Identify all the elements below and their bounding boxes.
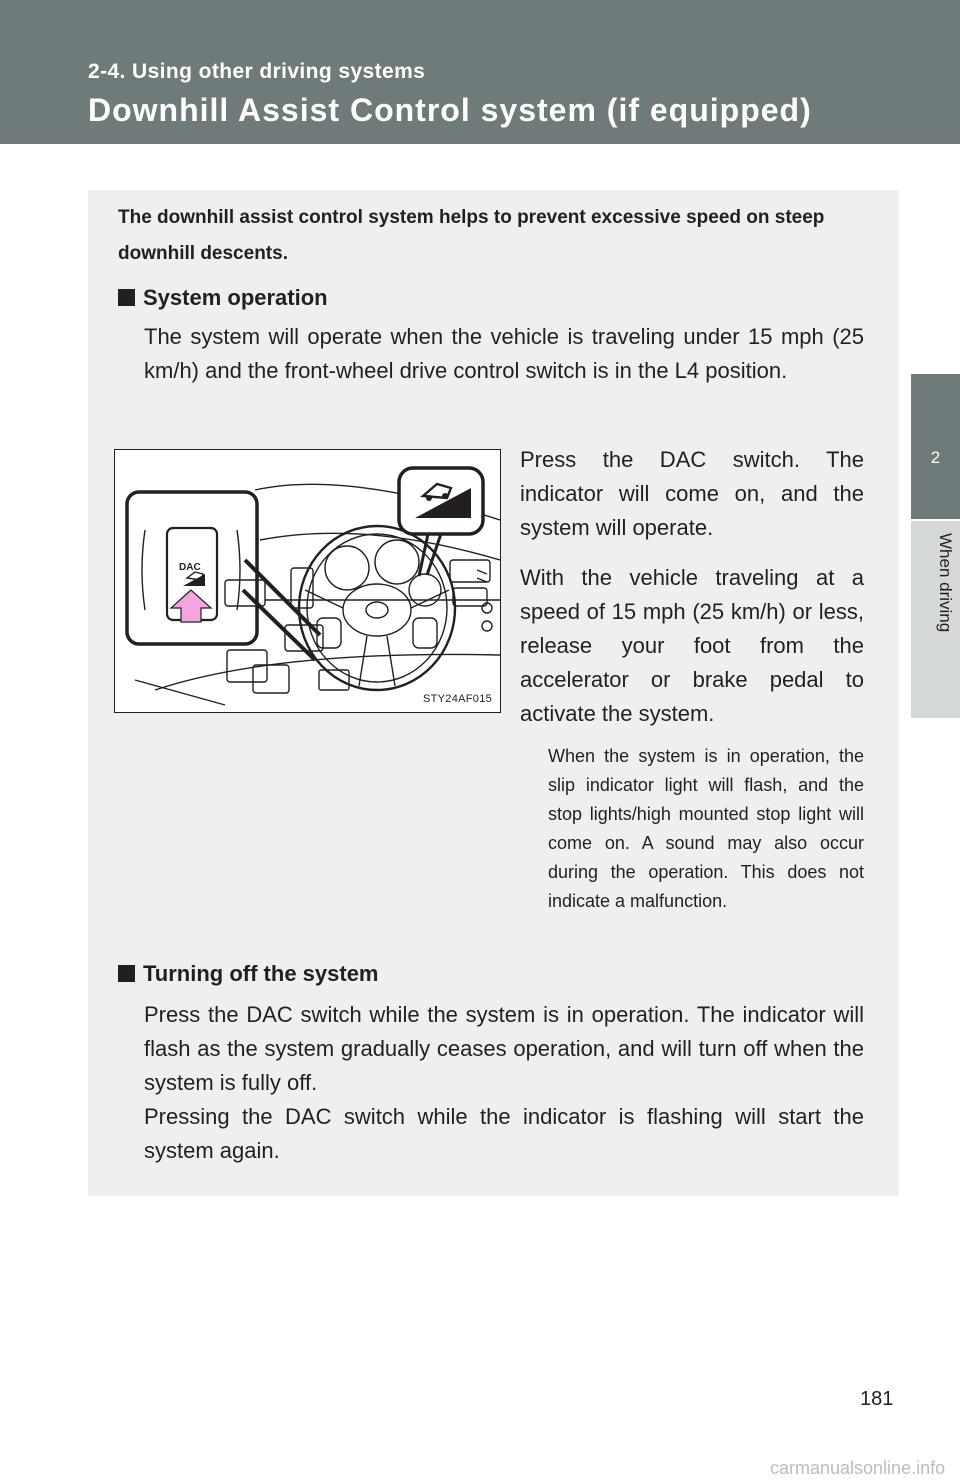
system-operation-heading <box>118 285 328 311</box>
step-press-dac-switch: Press the DAC switch. The indicator will come on, and the system will operate. <box>520 447 864 540</box>
system-operation-text: The system will operate when the vehicle is traveling under 15 mph (25 km/h) and the front-wheel drive control switch is in the L4 position. <box>144 324 864 383</box>
turning-off-text: Press the DAC switch while the system is in operation. The indicator will flash as the system gradually ceases operation, and will turn off when the system is fully off. <box>144 1002 864 1095</box>
chapter-tab[interactable] <box>911 374 960 519</box>
switch-label: DAC <box>179 562 201 573</box>
section-title: 2-4. Using other driving systems <box>88 60 426 83</box>
chapter-number: 2 <box>930 448 941 467</box>
figure-code: STY24AF015 <box>423 693 493 705</box>
page-title: Downhill Assist Control system (if equipped) <box>88 92 812 128</box>
watermark: carmanualsonline.info <box>770 1458 946 1478</box>
bullet-square-icon <box>118 289 135 306</box>
bullet-square-icon <box>118 965 135 982</box>
system-operation-heading-text: System operation <box>143 285 328 310</box>
dashboard-drawing <box>115 450 500 712</box>
turning-off-heading-text: Turning off the system <box>143 961 379 986</box>
page-header <box>0 0 960 144</box>
downhill-vehicle-icon <box>183 572 205 586</box>
dac-switch-illustration <box>114 449 501 713</box>
operation-note: When the system is in operation, the slip indicator light will flash, and the stop lights/high mounted stop light will come on. A sound may also occur during the operation. This does not indicate a malfunction. <box>548 746 864 911</box>
intro-text: The downhill assist control system helps to prevent excessive speed on steep downhill descents. <box>118 207 825 264</box>
chapter-label: When driving <box>936 533 955 633</box>
step-release-foot: With the vehicle traveling at a speed of 15 mph (25 km/h) or less, release your foot from the accelerator or brake pedal to activate the system. <box>520 565 864 726</box>
press-arrow-icon <box>171 590 211 622</box>
chapter-label-tab[interactable] <box>911 521 960 718</box>
page-number: 181 <box>860 1388 894 1410</box>
turning-off-heading <box>118 961 379 987</box>
restart-text: Pressing the DAC switch while the indicator is flashing will start the system again. <box>144 1104 864 1163</box>
